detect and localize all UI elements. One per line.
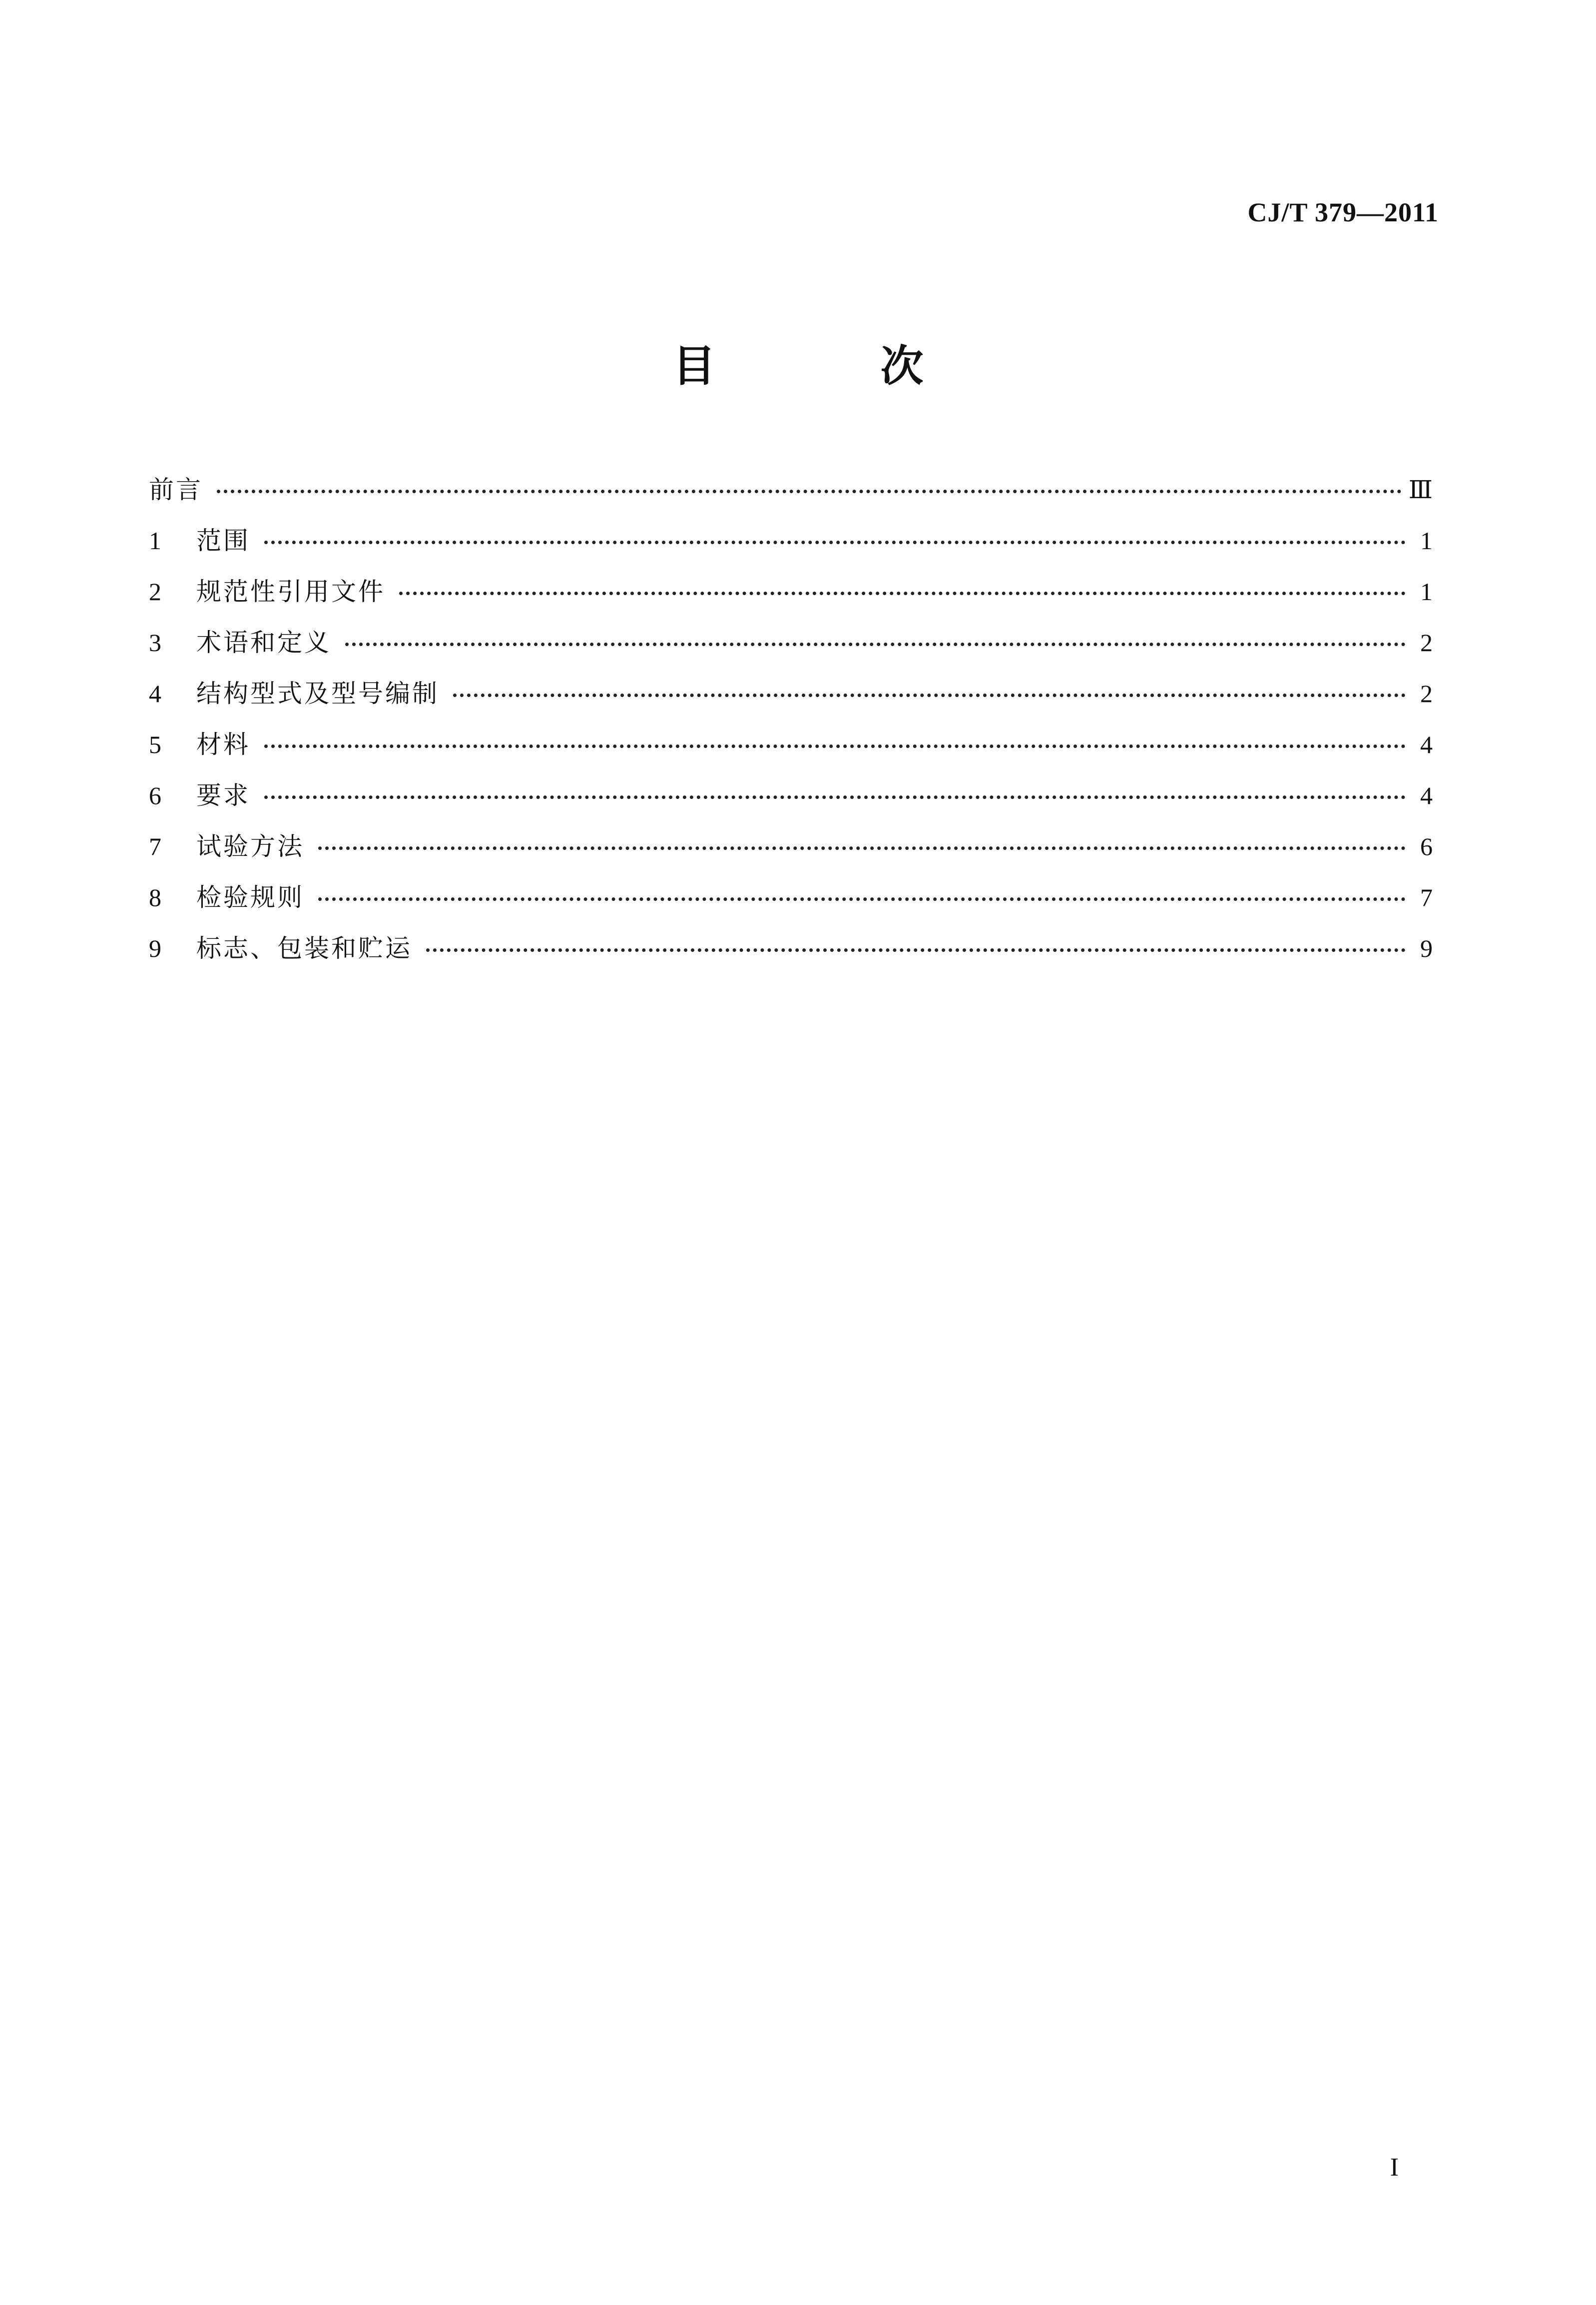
toc-entry-label: 试验方法 [196, 832, 304, 861]
toc-entry-page: 4 [1420, 731, 1433, 759]
toc-entry-label: 检验规则 [196, 883, 304, 912]
toc-entry-page: 4 [1420, 781, 1433, 809]
dot-leader [264, 795, 1406, 799]
toc-entry-page: 9 [1420, 934, 1433, 962]
dot-leader [399, 592, 1406, 595]
dot-leader [453, 694, 1406, 697]
dot-leader [318, 897, 1406, 901]
toc-entry-label: 前言 [149, 475, 203, 504]
toc-entry-structure-model[interactable] [149, 681, 1433, 732]
page-number: I [1390, 2153, 1399, 2182]
toc-entry-page: 2 [1420, 629, 1433, 657]
toc-entry-label: 结构型式及型号编制 [196, 679, 439, 708]
toc-entry-number: 9 [149, 934, 161, 962]
toc-entry-label: 标志、包装和贮运 [196, 934, 412, 963]
toc-entry-number: 6 [149, 781, 161, 809]
toc-entry-page: 6 [1420, 832, 1433, 860]
toc-entry-test-methods[interactable] [149, 834, 1433, 885]
dot-leader [217, 490, 1402, 493]
toc-entry-normative-references[interactable] [149, 579, 1433, 630]
dot-leader [318, 846, 1406, 850]
toc-entry-number: 1 [149, 527, 161, 555]
dot-leader [345, 643, 1406, 646]
page-title: 目 次 [672, 341, 999, 391]
table-of-contents [149, 477, 1433, 987]
toc-entry-number: 7 [149, 832, 161, 860]
toc-entry-marking-packaging[interactable] [149, 936, 1433, 987]
toc-entry-number: 3 [149, 629, 161, 657]
toc-entry-materials[interactable] [149, 732, 1433, 783]
toc-entry-label: 要求 [196, 781, 250, 810]
toc-entry-label: 范围 [196, 526, 250, 555]
dot-leader [426, 948, 1406, 952]
toc-entry-page: 7 [1420, 883, 1433, 911]
toc-entry-number: 8 [149, 883, 161, 911]
toc-entry-number: 4 [149, 680, 161, 708]
toc-entry-inspection-rules[interactable] [149, 885, 1433, 936]
toc-entry-preface[interactable] [149, 477, 1433, 528]
toc-entry-page: 1 [1420, 578, 1433, 606]
toc-entry-page: Ⅲ [1408, 476, 1433, 504]
toc-entry-number: 5 [149, 731, 161, 759]
toc-entry-page: 1 [1420, 527, 1433, 555]
toc-entry-label: 规范性引用文件 [196, 577, 385, 606]
toc-entry-terms-definitions[interactable] [149, 630, 1433, 681]
dot-leader [264, 541, 1406, 544]
toc-entry-number: 2 [149, 578, 161, 606]
toc-entry-label: 材料 [196, 730, 250, 759]
toc-entry-page: 2 [1420, 680, 1433, 708]
standard-code: CJ/T 379—2011 [1247, 197, 1439, 227]
toc-entry-label: 术语和定义 [196, 628, 331, 657]
toc-entry-scope[interactable] [149, 528, 1433, 579]
dot-leader [264, 745, 1406, 748]
toc-entry-requirements[interactable] [149, 783, 1433, 834]
